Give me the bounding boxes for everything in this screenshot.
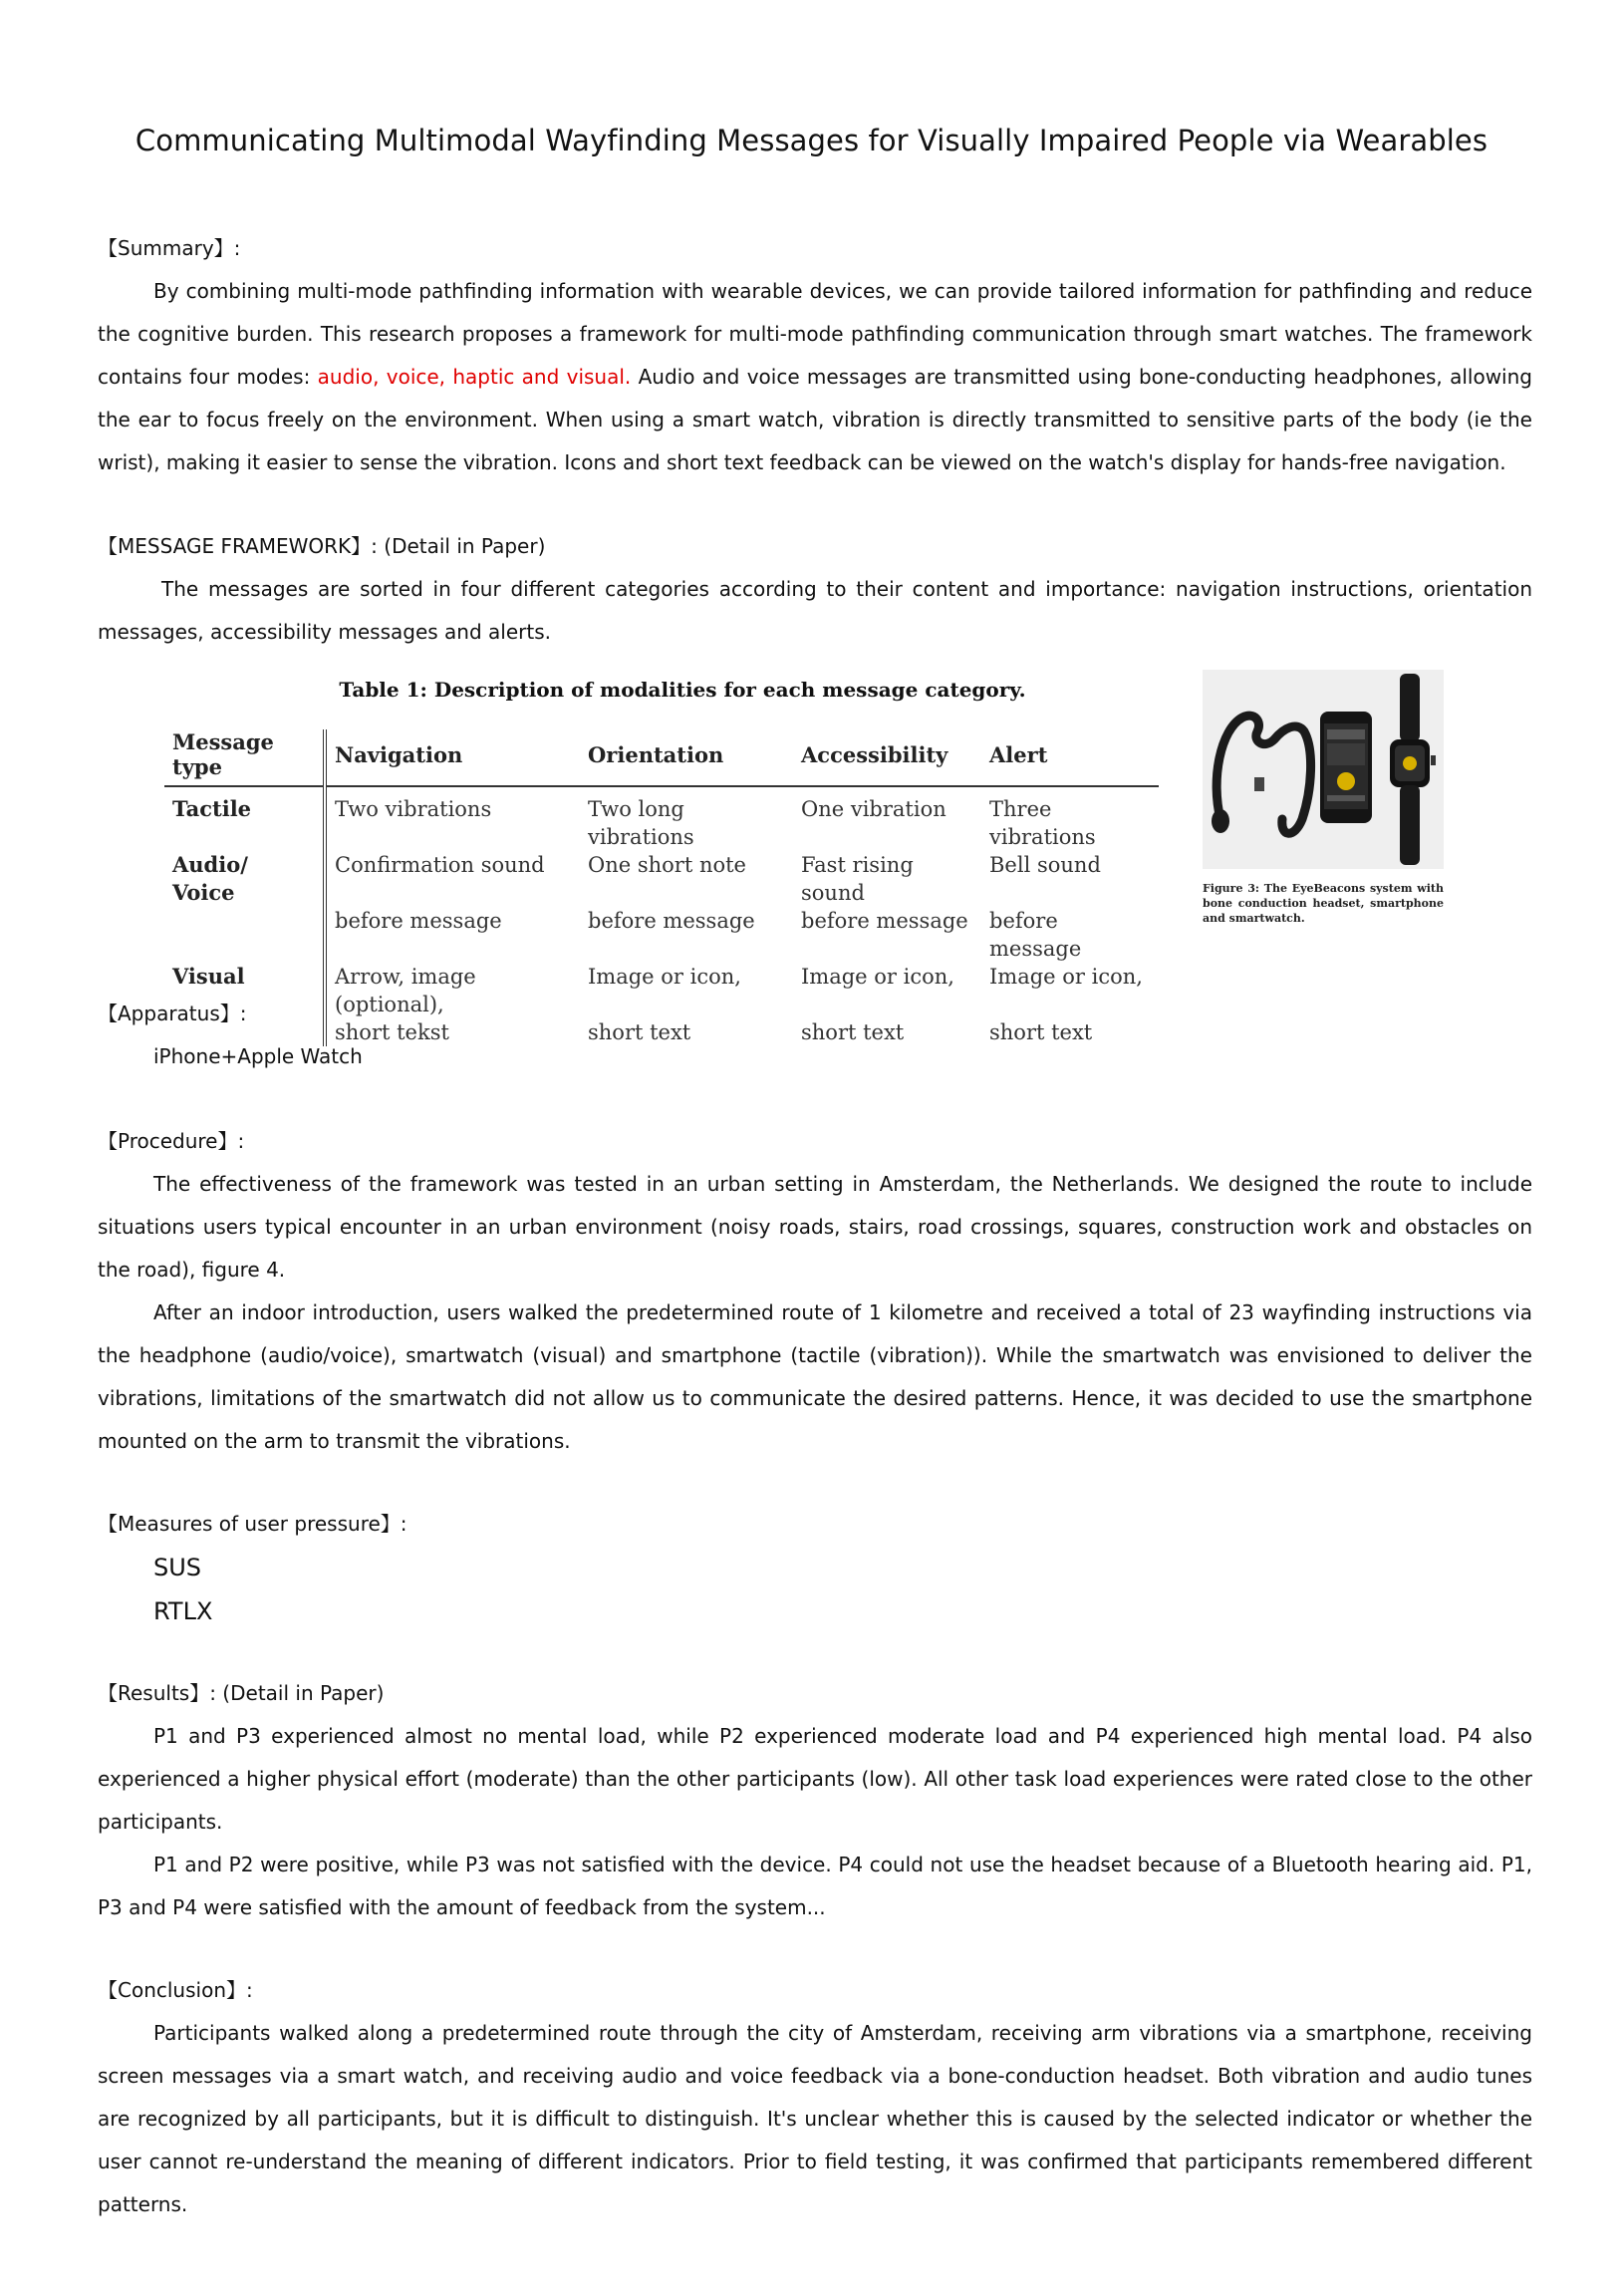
summary-paragraph (98, 270, 1532, 484)
page-title: Communicating Multimodal Wayfinding Messages for Visually Impaired People via Wearables (135, 124, 1488, 157)
table-cell: short text (588, 1020, 691, 1044)
measure-item-sus: SUS (153, 1554, 202, 1581)
summary-heading: 【Summary】: (98, 236, 241, 260)
table-cell: Confirmation sound (335, 853, 545, 877)
table-cell: Two vibrations (335, 797, 492, 821)
table-cell: before message (801, 909, 968, 933)
framework-paragraph: The messages are sorted in four different categories according to their content and importance: navigation instructions, orientation messages, accessibility messages and alerts. (98, 577, 1532, 644)
table-title: Table 1: Description of modalities for each message category. (339, 678, 1026, 702)
table-cell (164, 907, 325, 963)
measure-item-rtlx: RTLX (153, 1597, 213, 1625)
table-cell: Visual (164, 963, 325, 1018)
summary-text-before: By combining multi-mode pathfinding information with wearable devices, we can provide tailored information for pathfinding and reduce the cognitive burden. This research proposes a framework for multi-mode pathfinding communication through smart watches. The framework contains four modes: (98, 279, 1532, 389)
table-cell: Two long vibrations (588, 797, 694, 849)
table-cell: Fast rising sound (801, 853, 914, 905)
conclusion-section (98, 1969, 1532, 2226)
eyebeacons-photo (1203, 670, 1444, 869)
table-cell: Audio/ Voice (164, 851, 325, 907)
framework-heading: 【MESSAGE FRAMEWORK】: (Detail in Paper) (98, 534, 546, 558)
table-header-cell: Orientation (580, 729, 793, 786)
table-cell: short text (801, 1020, 905, 1044)
table-cell: Arrow, image (optional), (335, 965, 476, 1016)
measures-heading: 【Measures of user pressure】: (98, 1512, 407, 1536)
table-row (164, 851, 1159, 907)
table-header-row (164, 729, 1159, 786)
smartphone (1320, 712, 1372, 823)
procedure-heading: 【Procedure】: (98, 1129, 245, 1153)
summary-text-after: Audio and voice messages are transmitted using bone-conducting headphones, allowing the ear to focus freely on the environment. When using a smart watch, vibration is directly transmitted to sensitive parts of the body (ie the wrist), making it easier to sense the vibration. Icons and short text feedback can be viewed on the watch's display for hands-free navigation. (98, 365, 1532, 474)
results-heading: 【Results】: (Detail in Paper) (98, 1681, 385, 1705)
table-header-cell: Message type (164, 729, 325, 786)
procedure-section (98, 1120, 1532, 1463)
apparatus-item: iPhone+Apple Watch (153, 1044, 363, 1068)
results-paragraph-2: P1 and P2 were positive, while P3 was not satisfied with the device. P4 could not use the headset because of a Bluetooth hearing aid. P1, P3 and P4 were satisfied with the amount of feedback from the system... (98, 1853, 1532, 1919)
table-cell: Image or icon, (801, 965, 954, 989)
procedure-paragraph-1: The effectiveness of the framework was tested in an urban setting in Amsterdam, the Netherlands. We designed the route to include situations users typical encounter in an urban environment (noisy roads, stairs, road crossings, squares, construction work and obstacles on the road), figure 4. (98, 1172, 1532, 1282)
table-row (164, 786, 1159, 851)
conclusion-paragraph: Participants walked along a predetermined route through the city of Amsterdam, receiving arm vibrations via a smartphone, receiving screen messages via a smart watch, and receiving audio and voice feedback via a bone-conduction headset. Both vibration and audio tunes are recognized by all participants, but it is difficult to distinguish. It's unclear whether this is caused by the selected indicator or whether the user cannot re-understand the meaning of different indicators. Prior to field testing, it was confirmed that participants remembered different patterns. (98, 2021, 1532, 2216)
figure-eyebeacons (1203, 670, 1444, 926)
procedure-paragraph-2: After an indoor introduction, users walked the predetermined route of 1 kilometre and received a total of 23 wayfinding instructions via the headphone (audio/voice), smartwatch (visual) and smartphone (tactile (vibration)). While the smartwatch was envisioned to deliver the vibrations, limitations of the smartwatch did not allow us to communicate the desired patterns. Hence, it was decided to use the smartphone mounted on the arm to transmit the vibrations. (98, 1300, 1532, 1453)
table-cell: before message (588, 909, 755, 933)
apparatus-section (98, 993, 1532, 1078)
table-cell: Three vibrations (989, 797, 1096, 849)
table-cell: One vibration (801, 797, 947, 821)
table-header-cell: Accessibility (793, 729, 981, 786)
table-cell: Bell sound (989, 853, 1101, 877)
results-paragraph-1: P1 and P3 experienced almost no mental load, while P2 experienced moderate load and P4 experienced high mental load. P4 also experienced a higher physical effort (moderate) than the other participants (low). All other task load experiences were rated close to the other participants. (98, 1724, 1532, 1834)
table-cell: Tactile (164, 786, 325, 851)
table-row (164, 907, 1159, 963)
measures-section (98, 1503, 1532, 1633)
table-cell: before message (989, 909, 1082, 961)
eyebeacons-illustration (1203, 670, 1444, 869)
table-cell: short text (989, 1020, 1093, 1044)
figure-caption: Figure 3: The EyeBeacons system with bone conduction headset, smartphone and smartwatch. (1203, 882, 1444, 925)
table-cell: One short note (588, 853, 746, 877)
apparatus-heading: 【Apparatus】: (98, 1002, 247, 1025)
summary-section (98, 227, 1532, 484)
conclusion-heading: 【Conclusion】: (98, 1978, 253, 2002)
table-cell: short tekst (335, 1020, 449, 1044)
table-cell: Image or icon, (989, 965, 1143, 989)
table-header-cell: Alert (981, 729, 1159, 786)
results-section (98, 1672, 1532, 1929)
table-header-cell: Navigation (325, 729, 580, 786)
table-cell: Image or icon, (588, 965, 741, 989)
table-cell: before message (335, 909, 502, 933)
summary-modes-highlight: audio, voice, haptic and visual. (317, 365, 632, 389)
framework-section (98, 525, 1532, 654)
